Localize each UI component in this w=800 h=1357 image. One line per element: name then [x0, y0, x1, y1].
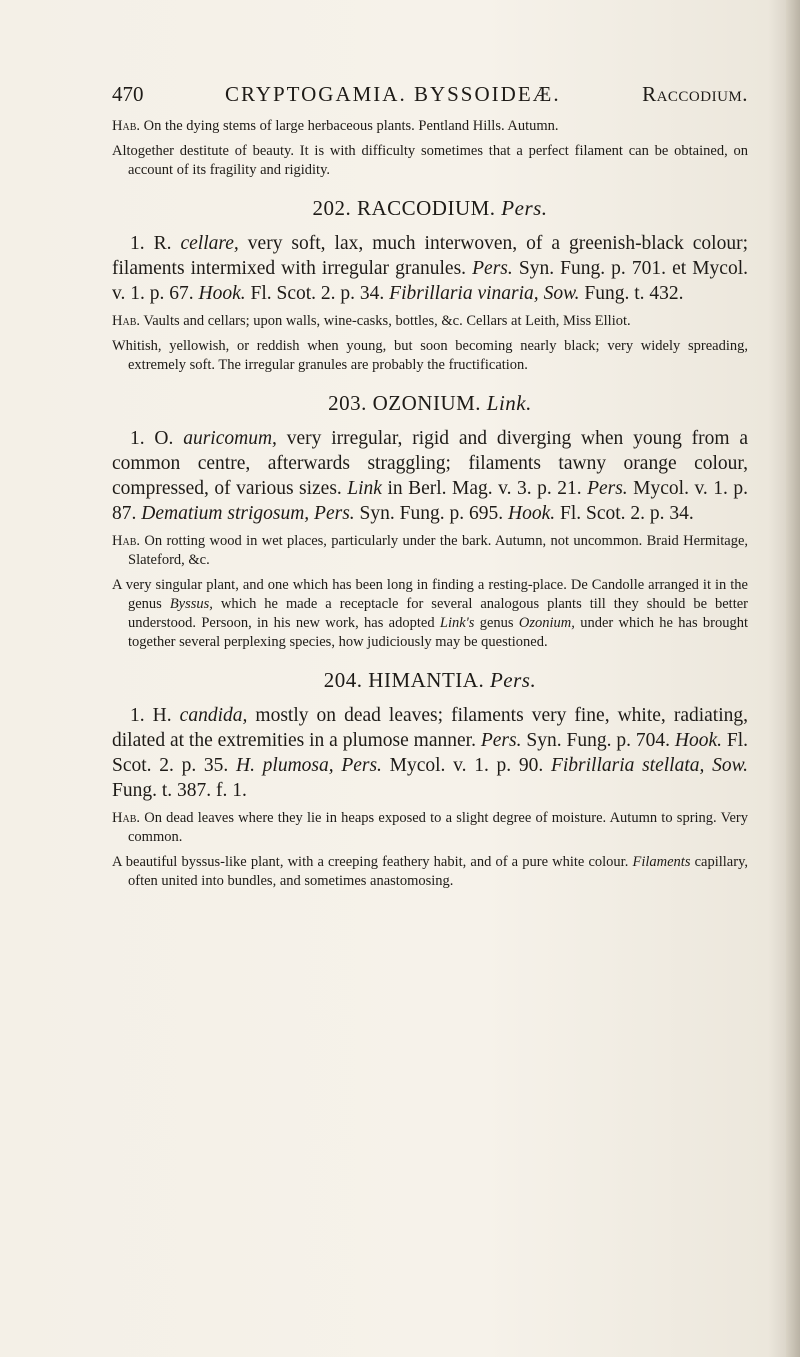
genus-heading-ozonium: 203. OZONIUM. Link.: [328, 391, 532, 415]
genus-heading-himantia: 204. HIMANTIA. Pers.: [323, 668, 537, 692]
page-content: [112, 82, 748, 891]
species-raccodium-cellare: 1. R. cellare, very soft, lax, much interwoven, of a greenish-black colour; filaments intermixed with irregular granules. Pers. Syn. Fung. p. 701. et Mycol. v. 1. p. 67. Hook. Fl. Scot. 2. p. 34. Fibrillaria vinaria, Sow. Fung. t. 432.: [112, 233, 749, 304]
running-head-genus: Raccodium.: [642, 82, 748, 106]
intro-note: Altogether destitute of beauty. It is with difficulty sometimes that a perfect filament can be obtained, on account of its fragility and rigidity.: [112, 143, 748, 178]
page-gutter: [786, 0, 800, 1357]
note-himantia: A beautiful byssus-like plant, with a creeping feathery habit, and of a pure white colour. Filaments capillary, often united into bundles, and sometimes anastomosing.: [112, 854, 748, 889]
note-raccodium: Whitish, yellowish, or reddish when young, but soon becoming nearly black; very widely spreading, extremely soft. The irregular granules are probably the fructification.: [112, 338, 748, 373]
habitat-raccodium: Hab. Vaults and cellars; upon walls, wine-casks, bottles, &c. Cellars at Leith, Miss Elliot.: [112, 313, 631, 329]
habitat-himantia: Hab. On dead leaves where they lie in heaps exposed to a slight degree of moisture. Autumn to spring. Very common.: [112, 810, 748, 845]
running-head-title: CRYPTOGAMIA. BYSSOIDEÆ.: [224, 82, 561, 106]
habitat-ozonium: Hab. On rotting wood in wet places, particularly under the bark. Autumn, not uncommon. Braid Hermitage, Slateford, &c.: [112, 533, 749, 568]
species-ozonium-auricomum: 1. O. auricomum, very irregular, rigid and diverging when young from a common centre, afterwards straggling; filaments tawny orange colour, compressed, of various sizes. Link in Berl. Mag. v. 3. p. 21. Pers. Mycol. v. 1. p. 87. Dematium strigosum, Pers. Syn. Fung. p. 695. Hook. Fl. Scot. 2. p. 34.: [112, 428, 749, 524]
species-himantia-candida: 1. H. candida, mostly on dead leaves; filaments very fine, white, radiating, dilated at the extremities in a plumose manner. Pers. Syn. Fung. p. 704. Hook. Fl. Scot. 2. p. 35. H. plumosa, Pers. Mycol. v. 1. p. 90. Fibrillaria stellata, Sow. Fung. t. 387. f. 1.: [112, 705, 749, 801]
page-number: 470: [112, 82, 144, 106]
intro-habitat: Hab. On the dying stems of large herbaceous plants. Pentland Hills. Autumn.: [112, 118, 559, 134]
running-head: [112, 82, 748, 107]
genus-heading-raccodium: 202. RACCODIUM. Pers.: [312, 196, 548, 220]
note-ozonium: A very singular plant, and one which has been long in finding a resting-place. De Candolle arranged it in the genus Byssus, which he made a receptacle for several analogous plants till they should be better understood. Persoon, in his new work, has adopted Link's genus Ozonium, under which he has brought together several perplexing species, how judiciously may be questioned.: [112, 577, 749, 650]
